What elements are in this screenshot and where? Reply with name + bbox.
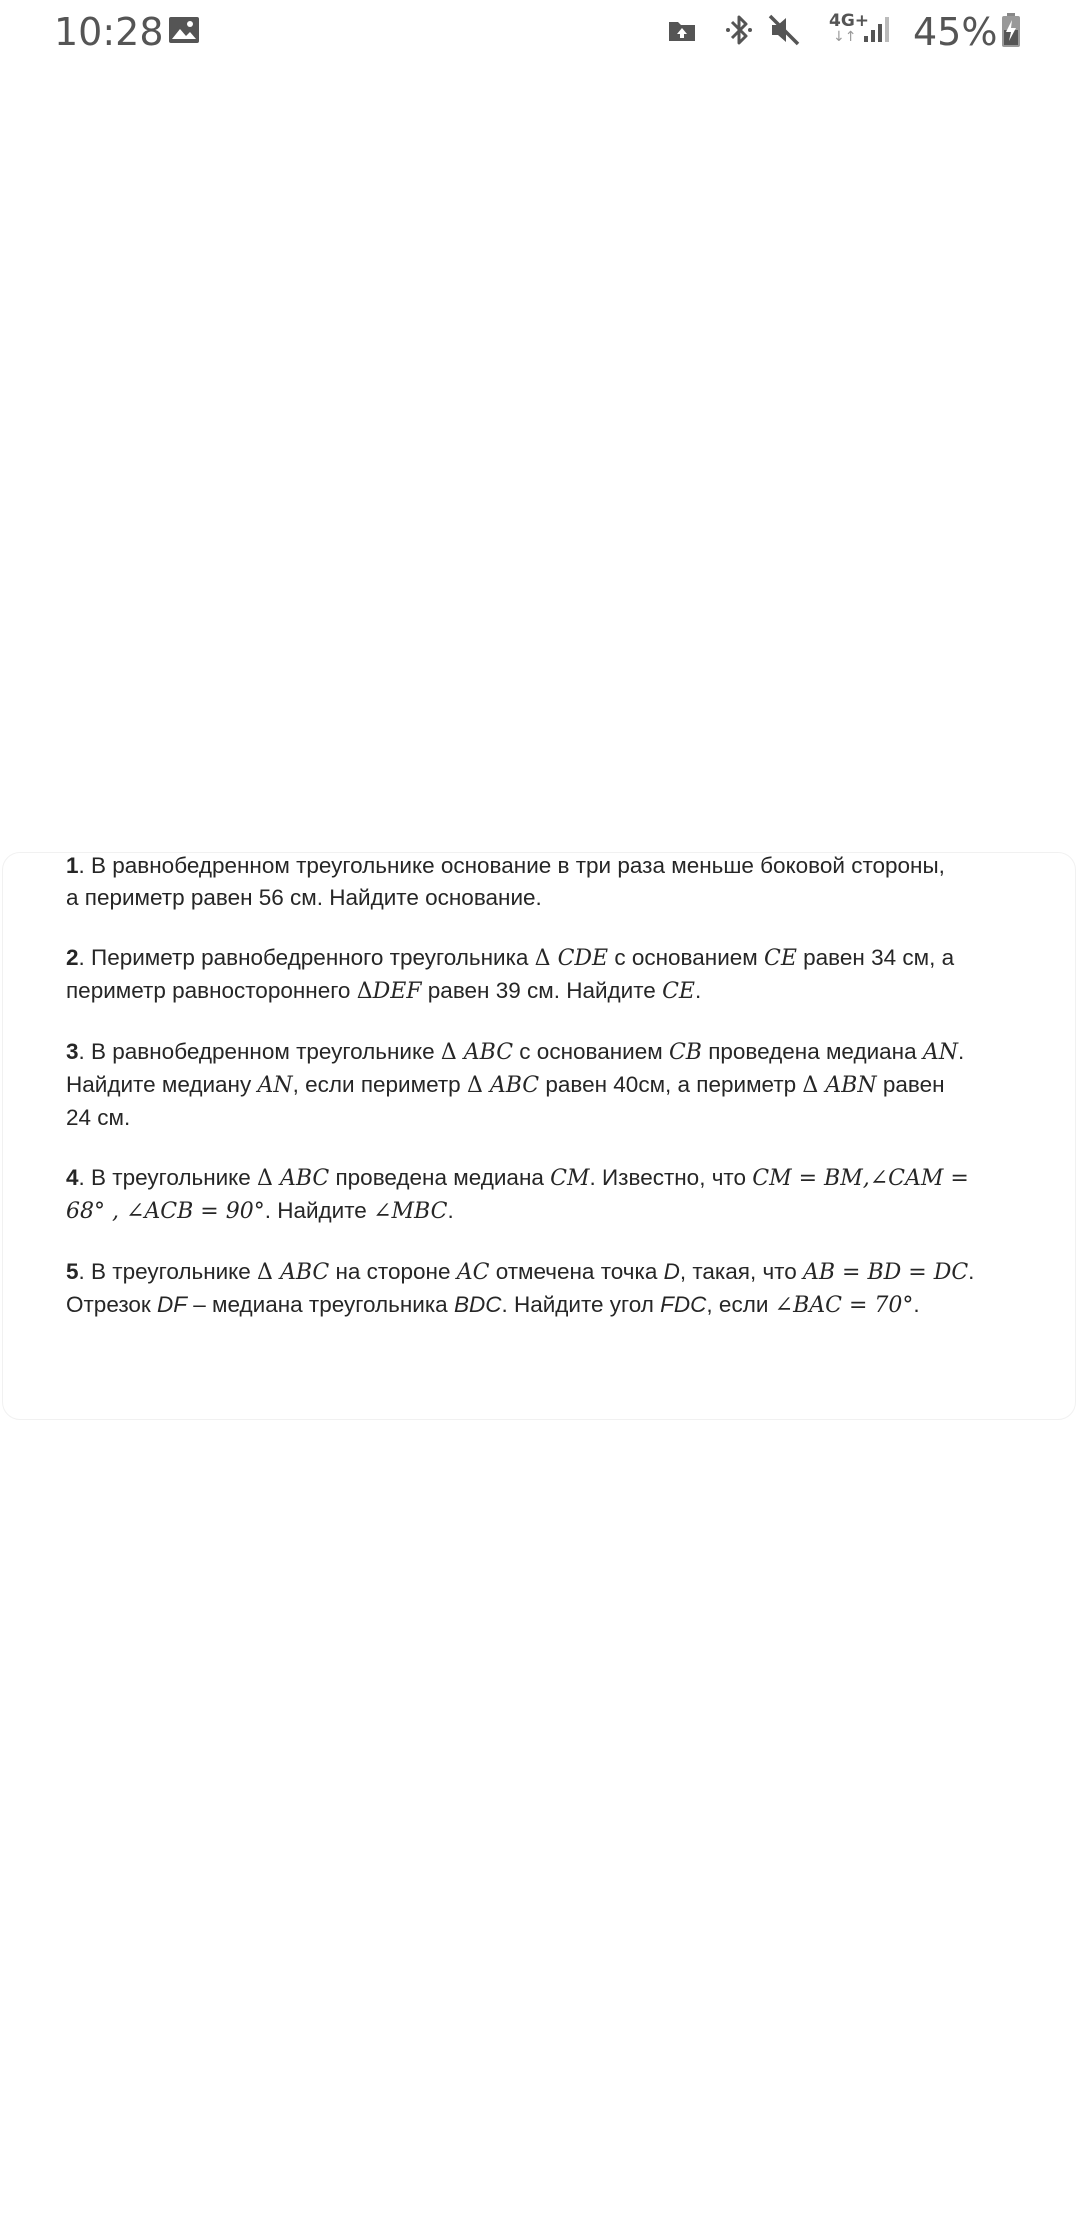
problem-4 <box>66 1162 1026 1228</box>
problem-text: . <box>958 1039 965 1064</box>
problem-text: равен <box>876 1072 945 1097</box>
triangle-symbol: Δ <box>440 1040 464 1065</box>
problem-list <box>66 850 1026 1350</box>
mail-upload-icon <box>666 14 698 46</box>
math-expression: AB = BD = DC <box>803 1260 969 1285</box>
problem-text: проведена медиана <box>329 1165 551 1190</box>
gallery-icon <box>168 16 200 44</box>
math-expression: CM <box>550 1166 590 1191</box>
battery-charging-icon <box>1000 12 1022 48</box>
network-label: 4G+ <box>829 11 870 31</box>
problem-line <box>66 942 1026 975</box>
math-expression: CE <box>662 979 695 1004</box>
triangle-symbol: Δ <box>466 1073 490 1098</box>
problem-text: . В треугольнике <box>78 1259 258 1284</box>
problem-number: 2 <box>66 945 79 970</box>
problem-text: , если <box>706 1292 775 1317</box>
problem-text: – медиана треугольника <box>187 1292 454 1317</box>
problem-text: на стороне <box>329 1259 457 1284</box>
problem-text: , если периметр <box>292 1072 467 1097</box>
network-activity: ↓↑ <box>833 29 857 45</box>
math-expression: ABC <box>489 1073 540 1098</box>
math-expression: ABN <box>825 1073 877 1098</box>
problem-1 <box>66 850 1026 914</box>
math-expression: ABC <box>463 1040 514 1065</box>
problem-line: 24 см. <box>66 1105 131 1130</box>
problem-text: BDC <box>453 1292 502 1317</box>
problem-text: периметр равностороннего <box>66 978 357 1003</box>
math-expression: CDE <box>557 946 609 971</box>
problem-number: 4 <box>66 1165 79 1190</box>
problem-text: равен 34 см, а <box>796 945 955 970</box>
triangle-symbol: Δ <box>534 946 558 971</box>
problem-line <box>66 1289 1026 1322</box>
signal-icon <box>862 14 892 44</box>
problem-text: D <box>663 1259 680 1284</box>
math-expression: CE <box>764 946 797 971</box>
problem-text: проведена медиана <box>701 1039 923 1064</box>
problem-text: отмечена точка <box>489 1259 664 1284</box>
problem-text: Найдите медиану <box>66 1072 258 1097</box>
math-expression: DEF <box>372 979 422 1004</box>
problem-text: Отрезок <box>66 1292 158 1317</box>
problem-text: FDC <box>660 1292 707 1317</box>
problem-text: . Найдите угол <box>501 1292 661 1317</box>
math-expression: AN <box>257 1073 293 1098</box>
problem-line <box>66 1195 1026 1228</box>
problem-2 <box>66 942 1026 1008</box>
problem-text: . <box>968 1259 975 1284</box>
problem-text: . <box>694 978 702 1003</box>
problem-line <box>66 1036 1026 1069</box>
problem-number: 3 <box>66 1039 79 1064</box>
problem-text: с основанием <box>513 1039 669 1064</box>
math-expression: AN <box>922 1040 958 1065</box>
math-expression: CM = BM,∠CAM = <box>752 1166 969 1191</box>
problem-text: . В равнобедренном треугольнике <box>78 1039 441 1064</box>
problem-text: . В равнобедренном треугольнике основание в три раза меньше боковой стороны, <box>78 853 945 878</box>
problem-line: а периметр равен 56 см. Найдите основание. <box>66 885 542 910</box>
math-expression: ∠MBC <box>373 1199 448 1224</box>
math-expression: AC <box>456 1260 490 1285</box>
problem-line <box>66 1256 1026 1289</box>
problem-number: 5 <box>66 1259 79 1284</box>
battery-percentage: 45% <box>913 10 998 54</box>
problem-text: с основанием <box>608 945 764 970</box>
problem-text: . Известно, что <box>589 1165 753 1190</box>
bluetooth-icon <box>724 12 754 48</box>
math-expression: 68° , ∠ACB = 90° <box>66 1199 265 1224</box>
problem-line <box>66 1069 1026 1102</box>
problem-text: равен 40см, а периметр <box>539 1072 803 1097</box>
problem-text: . Периметр равнобедренного треугольника <box>78 945 535 970</box>
triangle-symbol: Δ <box>257 1260 280 1285</box>
problem-text: . <box>447 1198 454 1223</box>
problem-text: , такая, что <box>679 1259 803 1284</box>
problem-3 <box>66 1036 1026 1134</box>
triangle-symbol: Δ <box>356 979 373 1004</box>
problem-5 <box>66 1256 1026 1322</box>
triangle-symbol: Δ <box>257 1166 280 1191</box>
mute-icon <box>766 12 802 48</box>
math-expression: ∠BAC = 70° <box>774 1293 914 1318</box>
problem-line <box>66 1162 1026 1195</box>
problem-text: . Найдите <box>264 1198 374 1223</box>
problem-text: . <box>913 1292 920 1317</box>
problem-text: DF <box>157 1292 188 1317</box>
math-expression: CB <box>668 1040 702 1065</box>
status-time: 10:28 <box>54 10 164 54</box>
math-expression: ABC <box>279 1166 330 1191</box>
problem-text: равен 39 см. Найдите <box>421 978 663 1003</box>
problem-line <box>66 850 1026 882</box>
problem-number: 1 <box>66 853 79 878</box>
status-bar <box>0 0 1080 64</box>
problem-line <box>66 975 1026 1008</box>
problem-text: . В треугольнике <box>78 1165 258 1190</box>
triangle-symbol: Δ <box>802 1073 826 1098</box>
math-expression: ABC <box>279 1260 330 1285</box>
